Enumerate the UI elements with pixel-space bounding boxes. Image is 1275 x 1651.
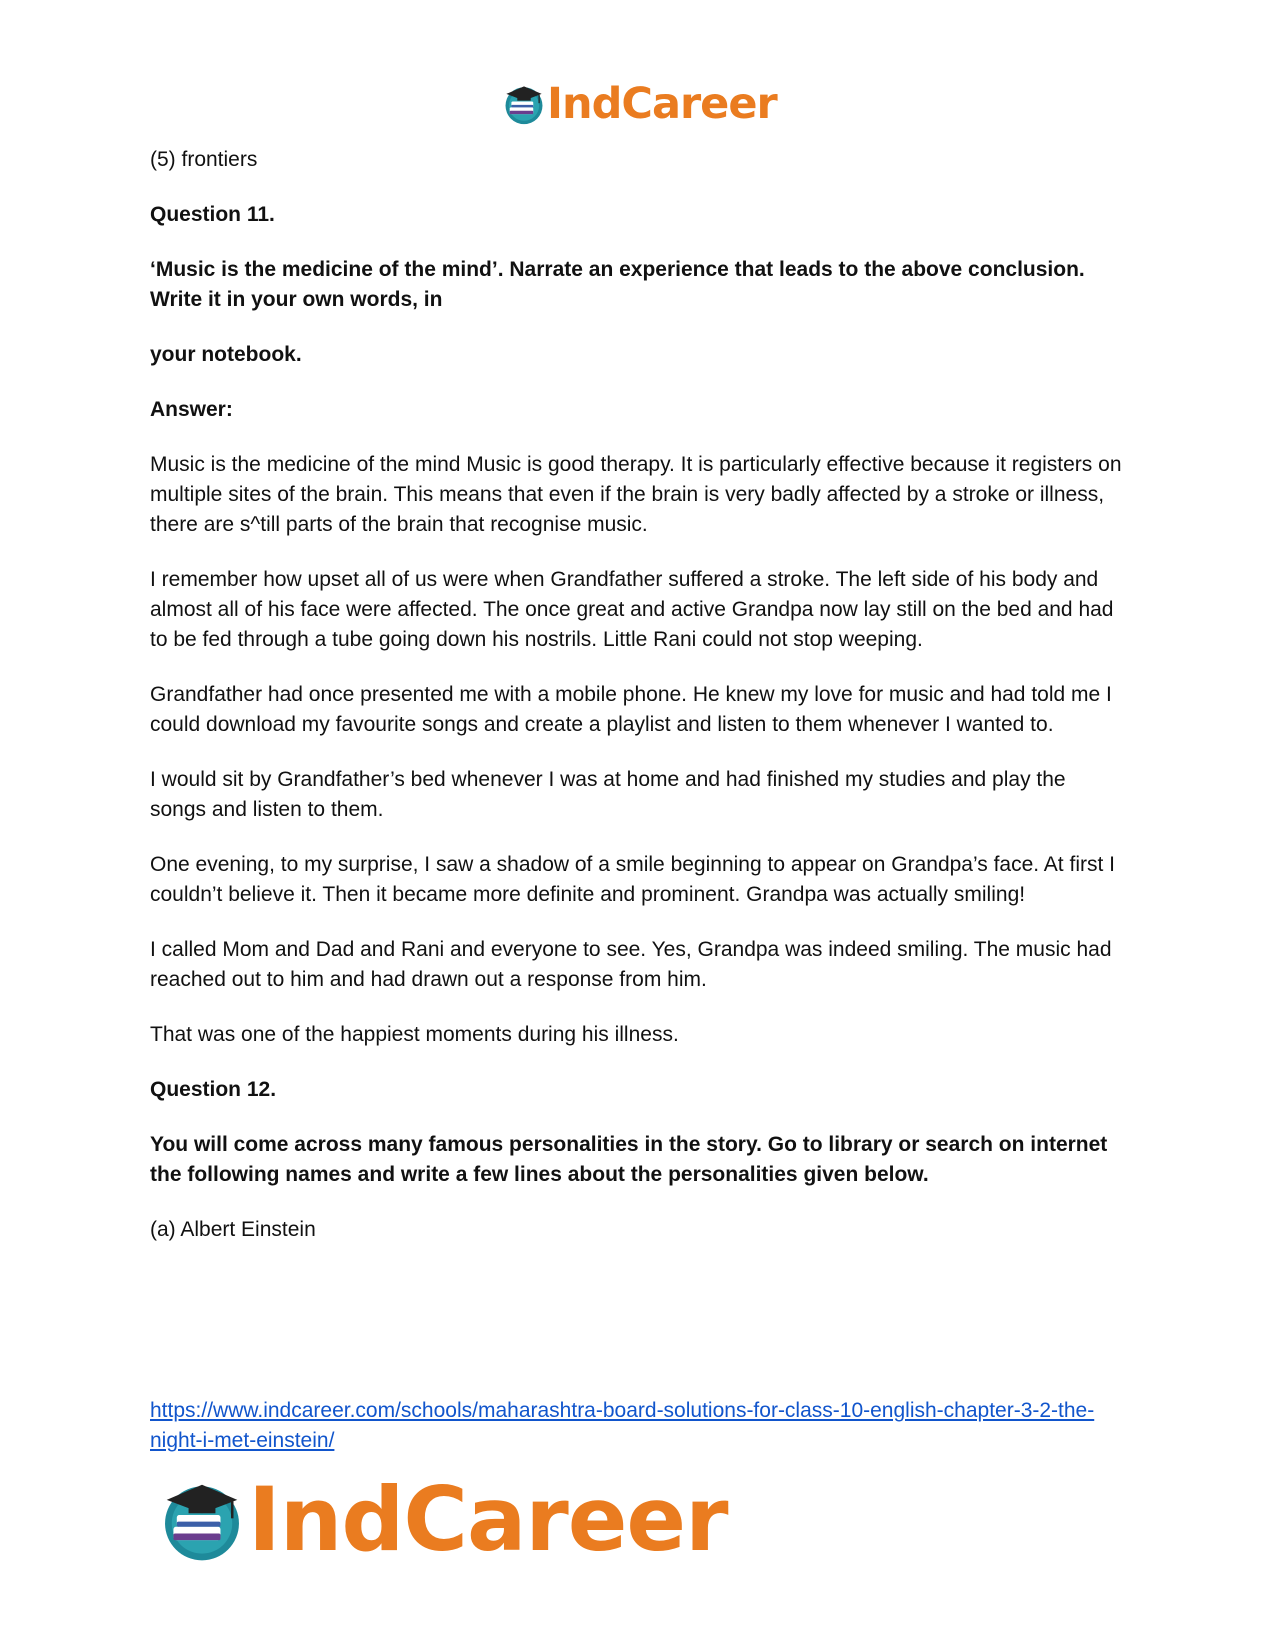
source-url-link[interactable]: https://www.indcareer.com/schools/maharashtra-board-solutions-for-class-10-english-chapter-3-2-the-night-i-met-einstein/ [150,1399,1095,1452]
footer-logo [160,1470,728,1570]
graduation-cap-book-globe-icon [160,1478,244,1562]
answer-paragraph-7: That was one of the happiest moments during his illness. [150,1023,679,1046]
answer-paragraph-2: I remember how upset all of us were when Grandfather suffered a stroke. The left side of his body and almost all of his face were affected. The once great and active Grandpa now lay still on the bed and had to be fed through a tube going down his nostrils. Little Rani could not stop weeping. [150,568,1114,651]
answer-paragraph-1: Music is the medicine of the mind Music is good therapy. It is particularly effective because it registers on multiple sites of the brain. This means that even if the brain is very badly affected by a stroke or illness, there are s^till parts of the brain that recognise music. [150,453,1122,536]
answer-paragraph-5: One evening, to my surprise, I saw a shadow of a smile beginning to appear on Grandpa’s face. At first I couldn’t believe it. Then it became more definite and prominent. Grandpa was actually smiling! [150,853,1115,906]
answer-paragraph-6: I called Mom and Dad and Rani and everyone to see. Yes, Grandpa was indeed smiling. The music had reached out to him and had drawn out a response from him. [150,938,1112,991]
answer-label: Answer: [150,398,233,421]
answer-paragraph-3: Grandfather had once presented me with a mobile phone. He knew my love for music and had told me I could download my favourite songs and create a playlist and listen to them whenever I wanted to. [150,683,1112,736]
question-11-prompt: ‘Music is the medicine of the mind’. Narrate an experience that leads to the above conclusion. Write it in your own words, in [150,258,1085,311]
question-11-prompt-continued: your notebook. [150,343,302,366]
question-12-title: Question 12. [150,1078,277,1101]
header-logo-text: IndCareer [547,78,777,129]
list-item-a: (a) Albert Einstein [150,1218,316,1241]
list-item-5: (5) frontiers [150,148,258,171]
header-logo [503,80,777,128]
question-11-title: Question 11. [150,203,275,226]
document-content [150,145,1125,1300]
answer-paragraph-4: I would sit by Grandfather’s bed whenever I was at home and had finished my studies and play the songs and listen to them. [150,768,1066,821]
footer-logo-text: IndCareer [248,1468,728,1571]
graduation-cap-book-globe-icon [503,83,545,125]
question-12-prompt: You will come across many famous personalities in the story. Go to library or search on internet the following names and write a few lines about the personalities given below. [150,1133,1108,1186]
